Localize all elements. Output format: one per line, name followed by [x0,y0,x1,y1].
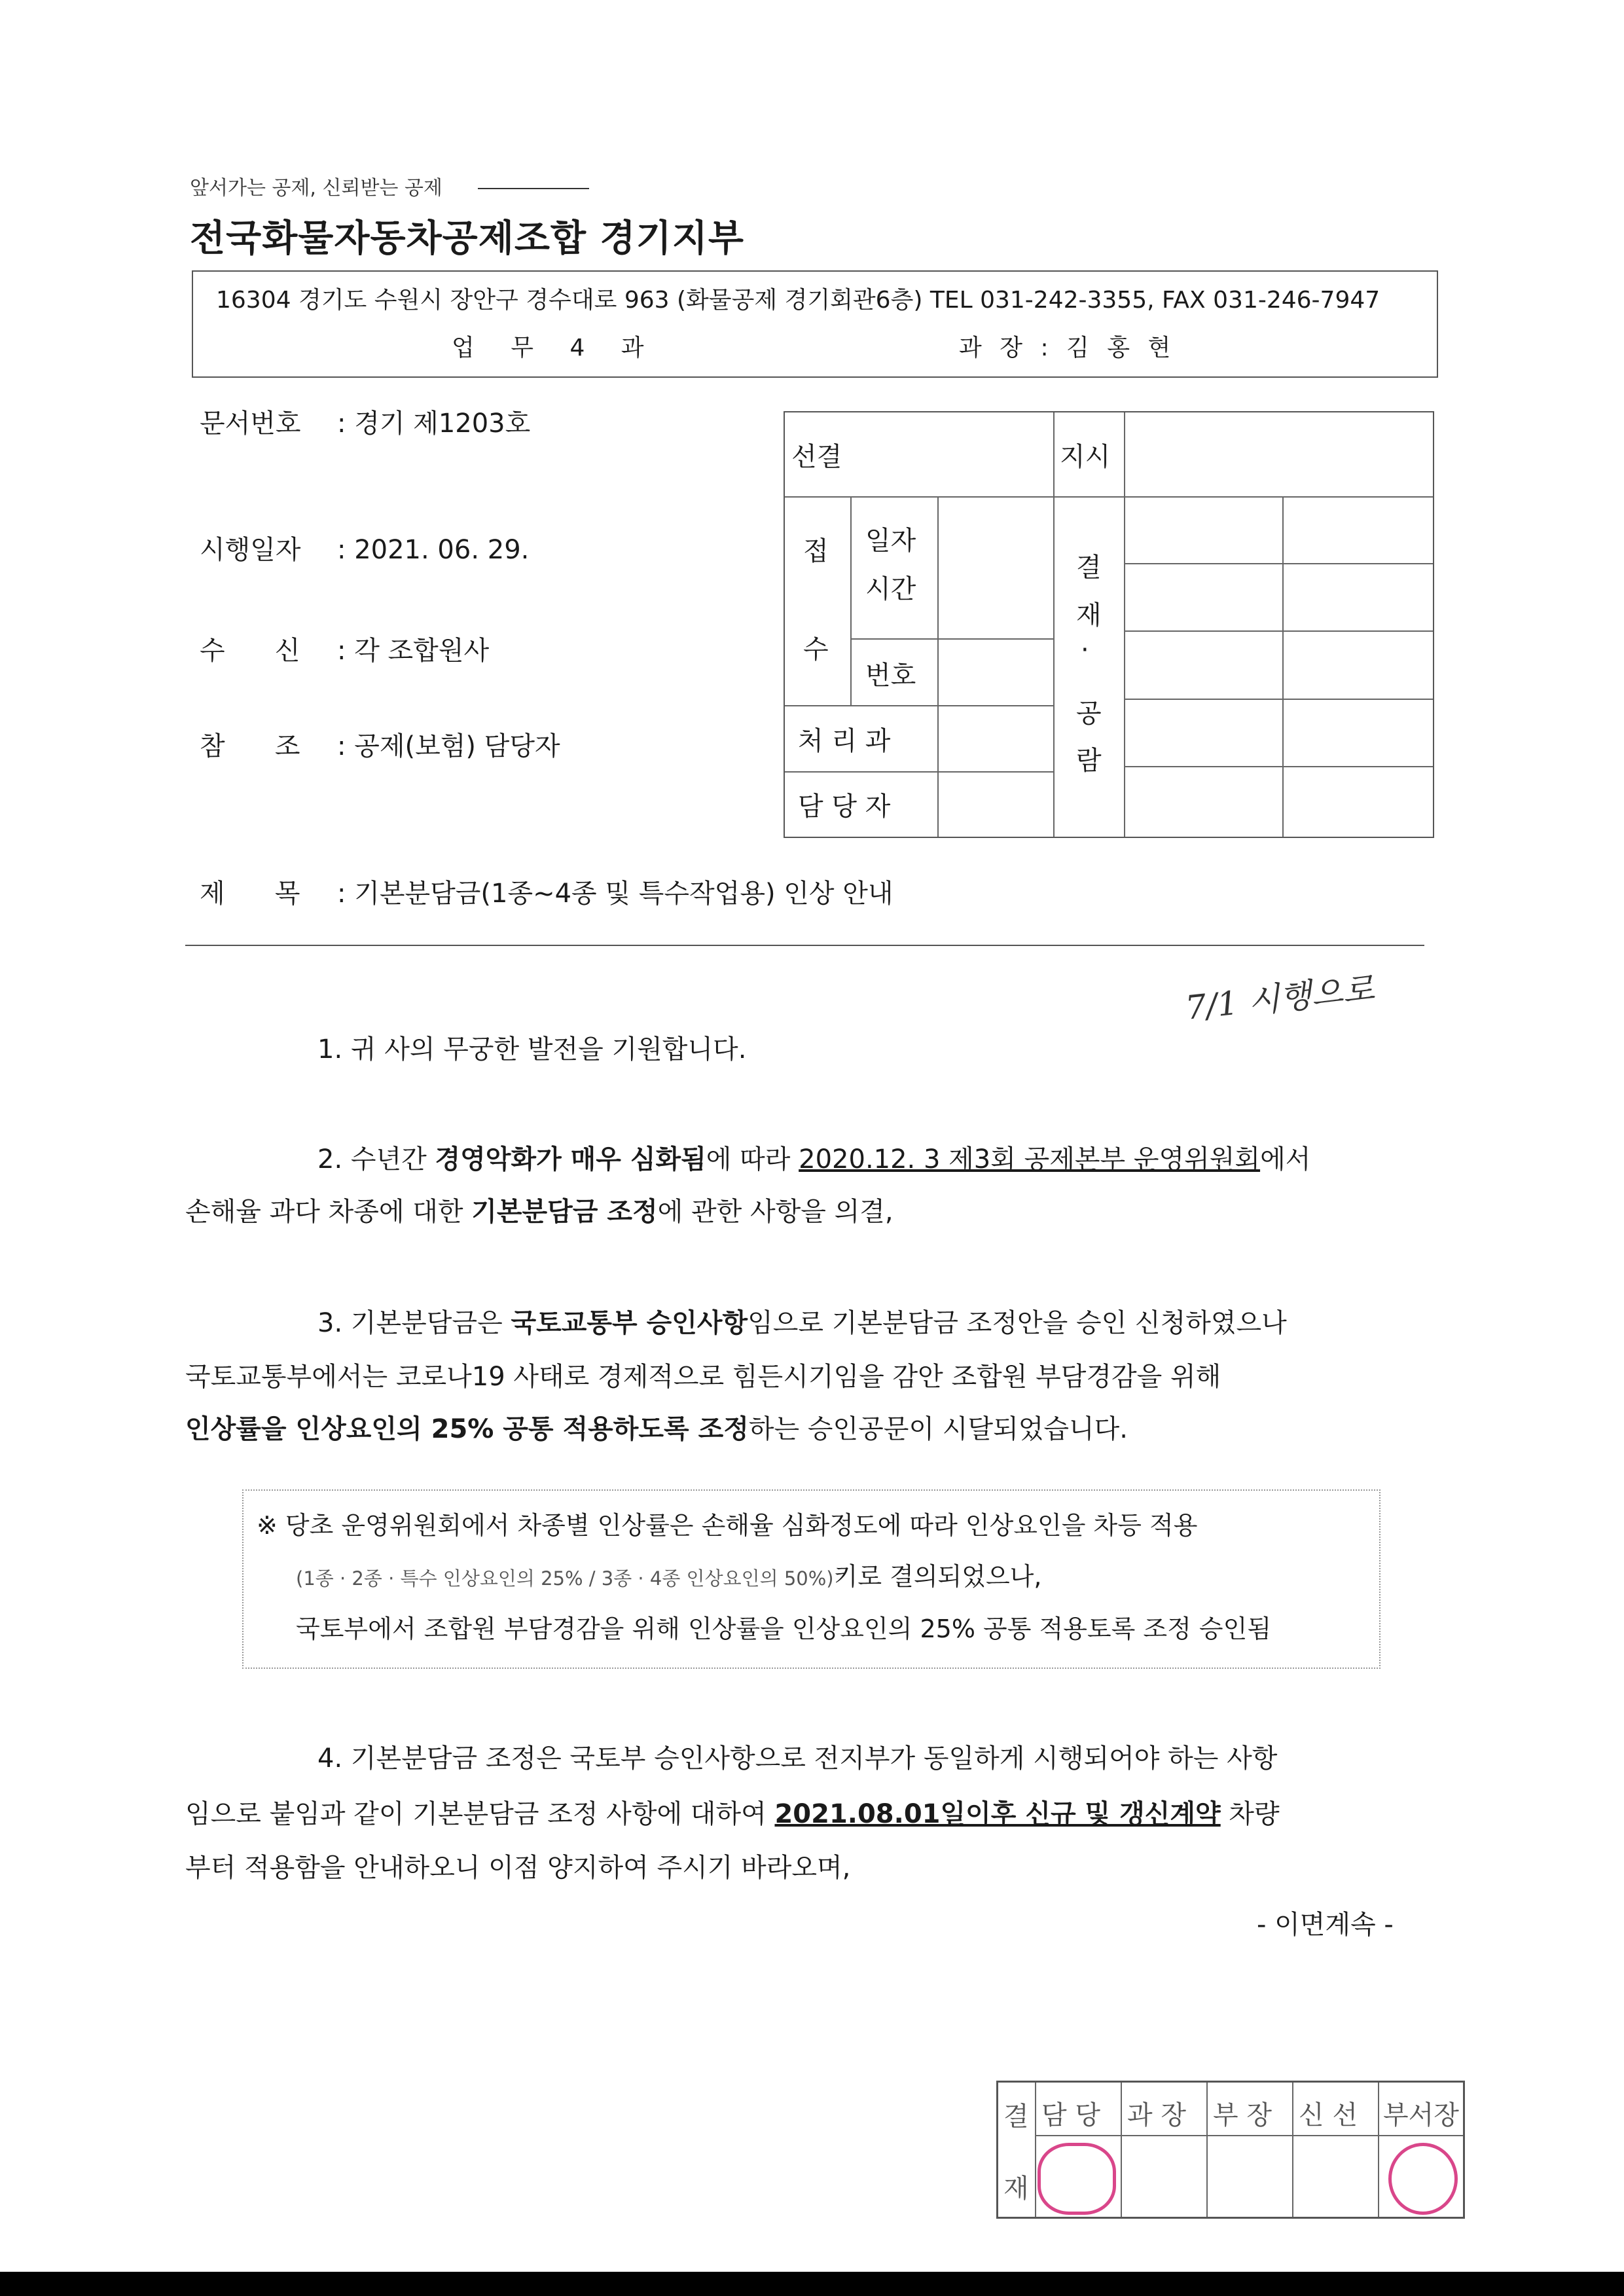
note-line-3: 국토부에서 조합원 부담경감을 위해 인상률을 인상요인의 25% 공통 적용토록 조정 승인됨 [296,1614,1272,1643]
approval-char-4: 공 [1076,699,1102,729]
prior-decision-label: 선결 [791,442,842,472]
stamp-col-4: 신 선 [1299,2100,1358,2130]
approval-char-1: 결 [1076,553,1102,583]
approval-char-2: 재 [1076,600,1102,630]
receipt-label-2: 수 [803,634,829,665]
note-box [242,1489,1380,1669]
subject-label: 제 목 [200,879,300,909]
instruction-label: 지시 [1060,442,1111,472]
approval-box [784,411,1434,838]
subject-value: : 기본분담금(1종~4종 및 특수작업용) 인상 안내 [337,879,893,909]
stamp-jae: 재 [1003,2174,1029,2204]
receipt-label-1: 접 [803,536,829,566]
slogan: 앞서가는 공제, 신뢰받는 공제 [190,177,442,200]
paragraph-4-line-3: 부터 적용함을 안내하오니 이점 양지하여 주시기 바라오며, [185,1853,851,1883]
receipt-time-label: 시간 [865,574,916,604]
stamp-gyeol: 결 [1003,2102,1029,2132]
paragraph-4-line-1: 4. 기본분담금 조정은 국토부 승인사항으로 전지부가 동일하게 시행되어야 하는 사항 [317,1743,1278,1774]
reference-value: : 공제(보험) 담당자 [337,731,560,761]
continued-overleaf: - 이면계속 - [1257,1910,1394,1940]
stamp-col-2: 과 장 [1127,2100,1186,2130]
paragraph-2-line-2: 손해율 과다 차종에 대한 기본분담금 조정에 관한 사항을 의결, [185,1197,893,1227]
doc-number-value: : 경기 제1203호 [337,409,531,439]
recipient-label: 수 신 [200,636,300,666]
address-line: 16304 경기도 수원시 장안구 경수대로 963 (화물공제 경기회관6층) TEL 031-242-3355, FAX 031-246-7947 [216,287,1380,314]
approval-stamp-box [996,2081,1465,2219]
department: 업 무 4 과 [452,335,659,361]
paragraph-4-line-2: 임으로 붙임과 같이 기본분담금 조정 사항에 대하여 2021.08.01일이후 신규 및 갱신계약 차량 [185,1799,1280,1829]
note-line-2: (1종 · 2종 · 특수 인상요인의 25% / 3종 · 4종 인상요인의 50%)키로 결의되었으나, [296,1562,1042,1591]
receipt-date-label: 일자 [865,526,916,556]
header-divider [185,945,1424,946]
reference [200,725,560,763]
paragraph-1: 1. 귀 사의 무궁한 발전을 기원합니다. [317,1034,747,1065]
reference-label: 참 조 [200,731,300,761]
stamp-col-5: 부서장 [1383,2100,1459,2130]
recipient [200,630,489,667]
approval-char-3: · [1081,635,1089,665]
doc-number-label: 문서번호 [200,409,301,439]
scan-edge [0,2272,1624,2296]
stamp-col-3: 부 장 [1213,2100,1272,2130]
issue-date [200,529,529,566]
seal-right [1388,2143,1458,2215]
issue-date-label: 시행일자 [200,535,301,565]
stamp-col-1: 담 당 [1041,2100,1100,2130]
person-in-charge-label: 담 당 자 [798,792,891,822]
organization-name: 전국화물자동차공제조합 경기지부 [190,217,744,260]
recipient-value: : 각 조합원사 [337,636,490,666]
subject [200,873,893,910]
paragraph-3-line-1: 3. 기본분담금은 국토교통부 승인사항임으로 기본분담금 조정안을 승인 신청하였으나 [317,1308,1287,1338]
note-line-1: ※ 당초 운영위원회에서 차종별 인상률은 손해율 심화정도에 따라 인상요인을 차등 적용 [257,1511,1198,1540]
approval-char-5: 람 [1076,746,1102,776]
seal-left [1038,2143,1116,2215]
paragraph-3-line-2: 국토교통부에서는 코로나19 사태로 경제적으로 힘든시기임을 감안 조합원 부담경감을 위해 [185,1362,1221,1392]
section-chief: 과 장 : 김 홍 현 [959,335,1176,361]
slogan-rule [478,188,589,189]
paragraph-3-line-3: 인상률을 인상요인의 25% 공통 적용하도록 조정하는 승인공문이 시달되었습니다. [185,1414,1128,1444]
paragraph-2-line-1: 2. 수년간 경영악화가 매우 심화됨에 따라 2020.12. 3 제3회 공제본부 운영위원회에서 [317,1144,1311,1175]
issue-date-value: : 2021. 06. 29. [337,535,530,565]
processing-dept-label: 처 리 과 [798,726,891,756]
receipt-number-label: 번호 [865,661,916,691]
doc-number [200,403,530,440]
handwritten-note: 7/1 시행으로 [1183,970,1377,1027]
